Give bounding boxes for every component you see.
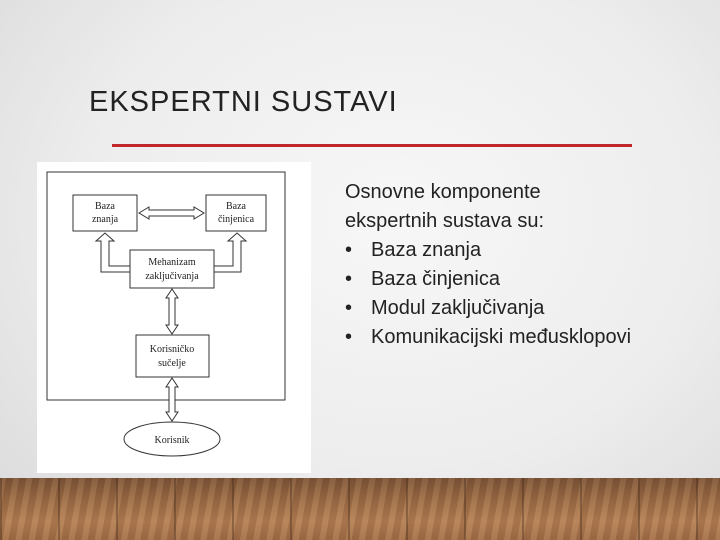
bullet-text: Baza činjenica — [371, 268, 500, 290]
bullet-item — [345, 265, 631, 294]
node-korisnik-label: Korisnik — [154, 435, 190, 446]
wood-floor-decoration — [0, 478, 720, 540]
arrow-mehanizam-sucelje — [166, 289, 178, 334]
node-baza-cinjenica-line1: Baza — [226, 201, 246, 212]
node-mehanizam-line2: zaključivanja — [145, 271, 199, 282]
title-divider — [112, 144, 632, 147]
node-baza-cinjenica-line2: činjenica — [217, 214, 255, 225]
content-text — [345, 178, 631, 352]
bullet-marker: • — [345, 297, 353, 319]
node-mehanizam — [130, 250, 214, 288]
bullet-item — [345, 323, 631, 352]
bullet-text: Modul zaključivanja — [371, 297, 545, 319]
node-baza-znanja-line2: znanja — [91, 214, 119, 225]
bullet-item — [345, 236, 631, 265]
bullet-item — [345, 294, 631, 323]
bullet-marker: • — [345, 239, 353, 261]
bullet-text: Baza znanja — [371, 239, 482, 261]
arrow-baza-znanja-mehanizam — [96, 233, 130, 272]
architecture-diagram — [37, 162, 311, 473]
node-mehanizam-line1: Mehanizam — [148, 257, 196, 268]
arrow-baze — [139, 207, 204, 219]
bullet-marker: • — [345, 326, 353, 348]
node-korisnicko-line2: sučelje — [158, 358, 186, 369]
node-korisnicko-line1: Korisničko — [149, 344, 195, 355]
bullet-marker: • — [345, 268, 353, 290]
slide-title: EKSPERTNI SUSTAVI — [89, 86, 398, 118]
arrow-baza-cinjenica-mehanizam — [214, 233, 246, 272]
intro-line-2: ekspertnih sustava su: — [345, 210, 544, 232]
diagram-canvas — [37, 162, 311, 473]
node-baza-znanja-line1: Baza — [95, 201, 115, 212]
node-korisnicko-sucelje — [136, 335, 209, 377]
intro-line-1: Osnovne komponente — [345, 181, 541, 203]
bullet-text: Komunikacijski međusklopovi — [371, 326, 632, 348]
